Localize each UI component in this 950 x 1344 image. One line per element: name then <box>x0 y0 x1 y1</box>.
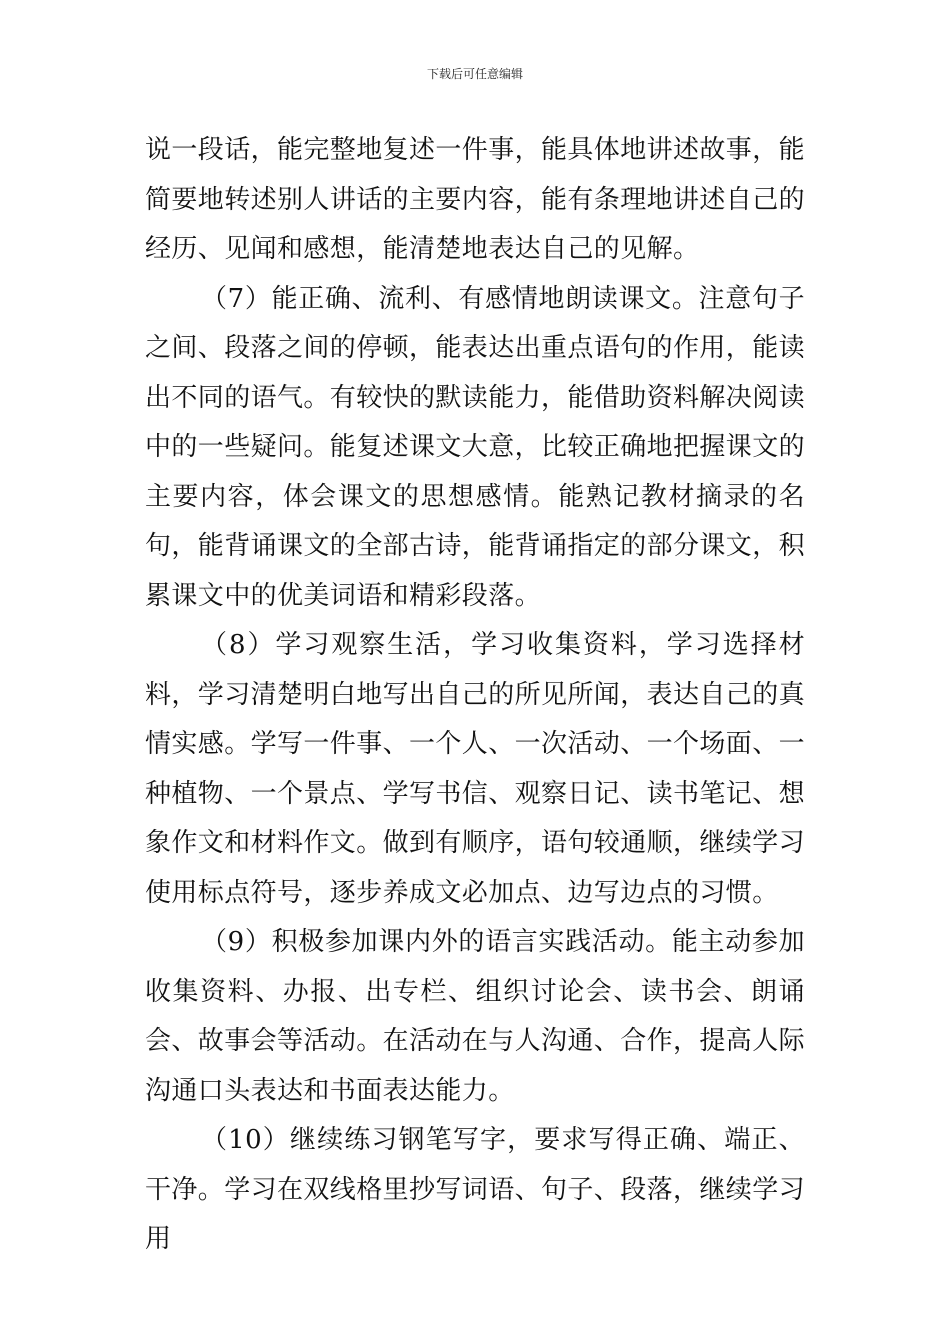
paragraph-continuation: 说一段话，能完整地复述一件事，能具体地讲述故事，能简要地转述别人讲话的主要内容，能有条理地讲述自己的经历、见闻和感想，能清楚地表达自己的见解。 <box>145 135 806 264</box>
paragraph-item-9: （9）积极参加课内外的语言实践活动。能主动参加收集资料、办报、出专栏、组织讨论会、读书会、朗诵会、故事会等活动。在活动在与人沟通、合作，提高人际沟通口头表达和书面表达能力。 <box>145 927 806 1106</box>
paragraph-item-10: （10）继续练习钢笔写字，要求写得正确、端正、干净。学习在双线格里抄写词语、句子、段落，继续学习用 <box>145 1125 806 1254</box>
paragraph-item-8: （8）学习观察生活，学习收集资料，学习选择材料，学习清楚明白地写出自己的所见所闻，表达自己的真情实感。学写一件事、一个人、一次活动、一个场面、一种植物、一个景点、学写书信、观察日记、读书笔记、想象作文和材料作文。做到有顺序，语句较通顺，继续学习使用标点符号，逐步养成文必加点、边写边点的习惯。 <box>145 630 806 908</box>
paragraph-item-7: （7）能正确、流利、有感情地朗读课文。注意句子之间、段落之间的停顿，能表达出重点语句的作用，能读出不同的语气。有较快的默读能力，能借助资料解决阅读中的一些疑问。能复述课文大意，比较正确地把握课文的主要内容，体会课文的思想感情。能熟记教材摘录的名句，能背诵课文的全部古诗，能背诵指定的部分课文，积累课文中的优美词语和精彩段落。 <box>145 283 806 611</box>
header-note: 下载后可任意编辑 <box>426 67 523 81</box>
body-text <box>145 126 805 1265</box>
